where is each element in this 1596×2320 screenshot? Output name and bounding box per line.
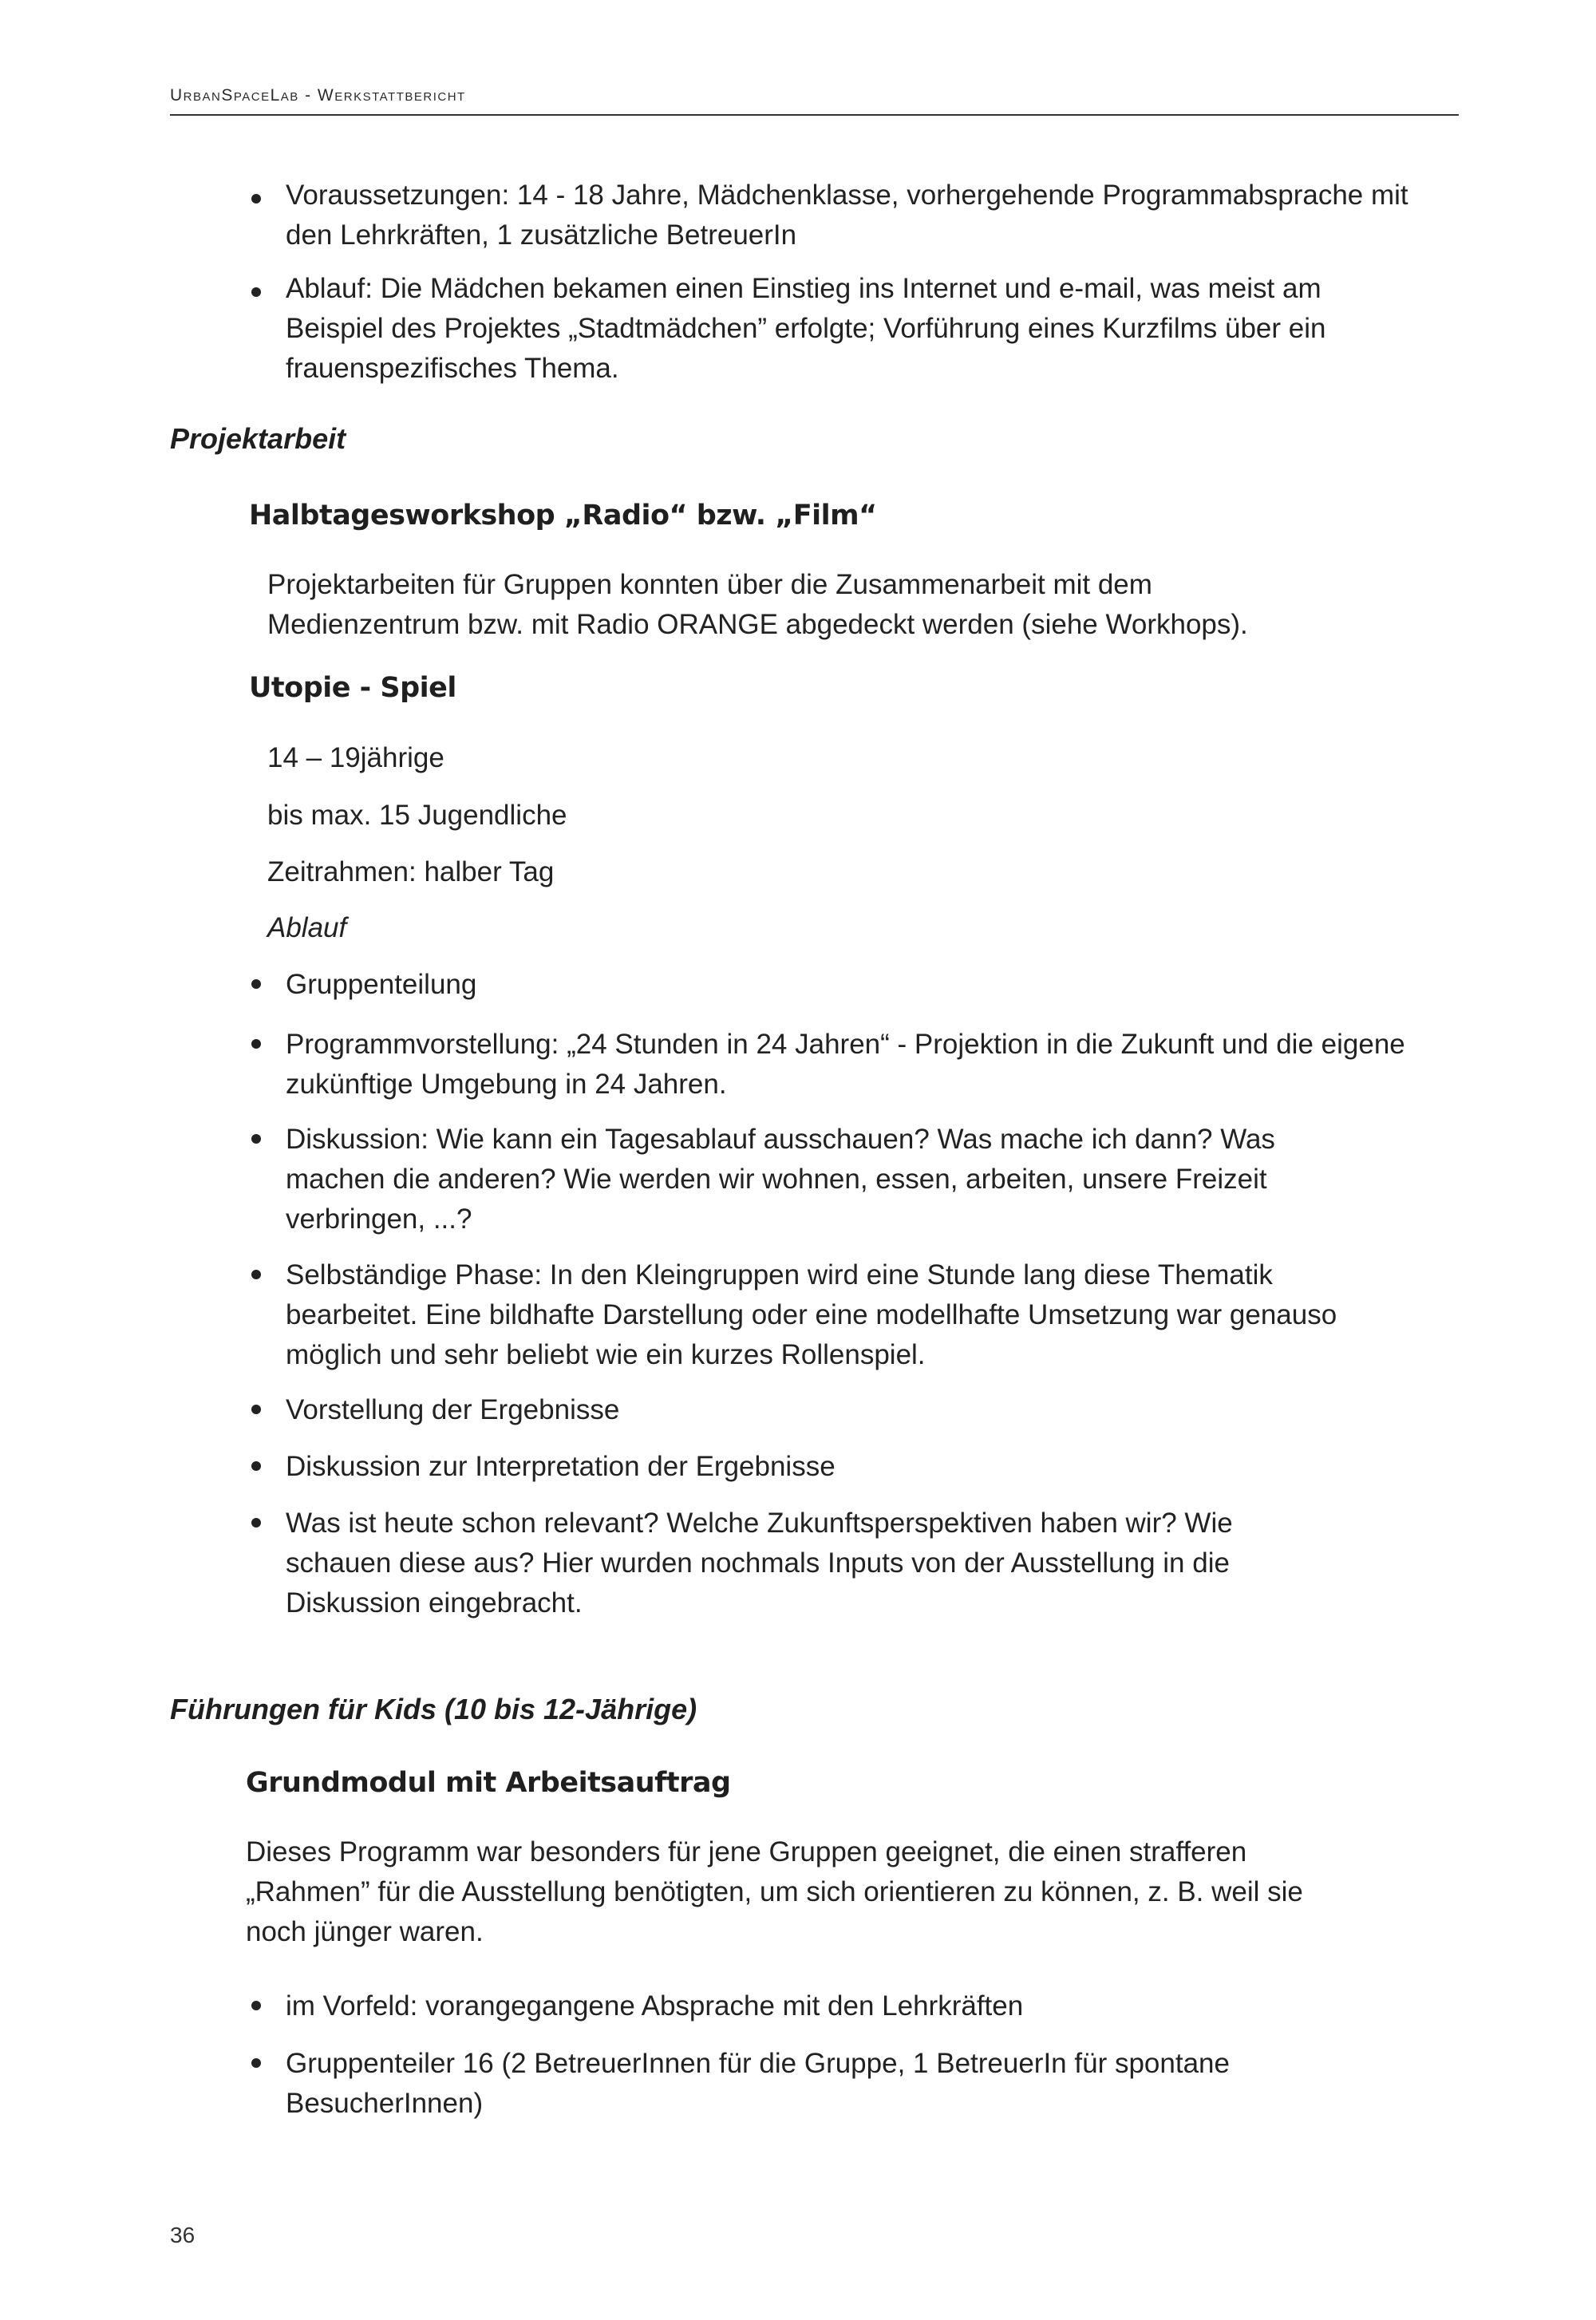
bullet-dot [251, 2058, 261, 2068]
section-title-projektarbeit: Projektarbeit [170, 422, 346, 455]
utopie-step: Vorstellung der Ergebnisse [286, 1394, 620, 1425]
utopie-step: Gruppenteilung [286, 969, 477, 1000]
bullet-dot [251, 1134, 261, 1144]
bullet-dot [251, 1405, 261, 1414]
utopie-step: Programmvorstellung: „24 Stunden in 24 Jahren“ - Projektion in die Zukunft und die eigene zukünftige Umgebung in 24 Jahren. [286, 1029, 1405, 1100]
bullet-dot [251, 979, 261, 989]
subheading-grundmodul: Grundmodul mit Arbeitsauftrag [246, 1767, 731, 1799]
utopie-step: Selbständige Phase: In den Kleingruppen wird eine Stunde lang diese Thematik bearbeitet. Eine bildhafte Darstellung oder eine modellhafte Umsetzung war genauso möglich und sehr beliebt wie ein kurzes Rollenspiel. [286, 1259, 1337, 1370]
bullet-dot [251, 194, 261, 204]
utopie-step: Diskussion zur Interpretation der Ergebnisse [286, 1451, 836, 1482]
utopie-ablauf-label: Ablauf [267, 912, 347, 943]
subheading-utopie-spiel: Utopie - Spiel [249, 672, 456, 704]
utopie-step: Diskussion: Wie kann ein Tagesablauf ausschauen? Was mache ich dann? Was machen die anderen? Wie werden wir wohnen, essen, arbeiten, unsere Freizeit verbringen, ...? [286, 1124, 1275, 1235]
utopie-time-frame: Zeitrahmen: halber Tag [267, 856, 555, 887]
section-title-fuehrungen: Führungen für Kids (10 bis 12-Jährige) [170, 1693, 697, 1725]
page-number: 36 [170, 2223, 196, 2247]
grundmodul-bullet: im Vorfeld: vorangegangene Absprache mit den Lehrkräften [286, 1990, 1024, 2022]
grundmodul-paragraph: Dieses Programm war besonders für jene Gruppen geeignet, die einen strafferen „Rahmen” für die Ausstellung benötigten, um sich orientieren zu können, z. B. weil sie noch jünger waren. [246, 1836, 1303, 1947]
bullet-dot [251, 1270, 261, 1279]
bullet-dot [251, 1039, 261, 1049]
subheading-halbtagesworkshop: Halbtagesworkshop „Radio“ bzw. „Film“ [249, 500, 877, 532]
utopie-step: Was ist heute schon relevant? Welche Zukunftsperspektiven haben wir? Wie schauen diese aus? Hier wurden nochmals Inputs von der Ausstellung in die Diskussion eingebracht. [286, 1508, 1233, 1618]
bullet-dot [251, 287, 261, 297]
header-rule [170, 114, 1459, 116]
halbtag-paragraph: Projektarbeiten für Gruppen konnten über die Zusammenarbeit mit dem Medienzentrum bzw. mit Radio ORANGE abgedeckt werden (siehe Workhops). [267, 569, 1248, 640]
bullet-dot [251, 1461, 261, 1471]
intro-bullet: Voraussetzungen: 14 - 18 Jahre, Mädchenklasse, vorhergehende Programmabsprache mit den Lehrkräften, 1 zusätzliche BetreuerIn [286, 180, 1408, 251]
utopie-group-size: bis max. 15 Jugendliche [267, 800, 567, 831]
bullet-dot [251, 2001, 261, 2010]
bullet-dot [251, 1518, 261, 1528]
intro-bullet: Ablauf: Die Mädchen bekamen einen Einstieg ins Internet und e-mail, was meist am Beispiel des Projektes „Stadtmädchen” erfolgte; Vorführung eines Kurzfilms über ein frauenspezifisches Thema. [286, 273, 1326, 384]
running-header: UrbanSpaceLab - Werkstattbericht [170, 86, 466, 105]
grundmodul-bullet: Gruppenteiler 16 (2 BetreuerInnen für die Gruppe, 1 BetreuerIn für spontane BesucherInnen) [286, 2048, 1230, 2119]
utopie-age: 14 – 19jährige [267, 742, 444, 773]
